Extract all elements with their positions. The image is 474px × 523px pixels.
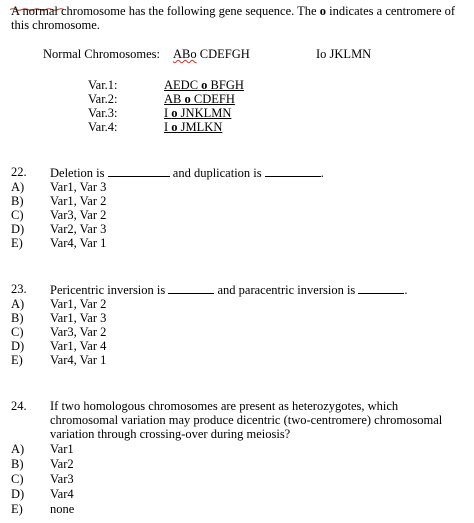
option-text[interactable]: Var1, Var 2	[50, 297, 107, 311]
variant-seq-post: BFGH	[207, 78, 244, 92]
option-text[interactable]: Var2, Var 3	[50, 222, 107, 236]
variant-sequence	[164, 78, 244, 92]
option-text[interactable]: none	[50, 502, 75, 516]
variant-seq-post: CDEFH	[190, 92, 235, 106]
intro-suffix: indicates a centromere of	[325, 4, 456, 18]
option-text[interactable]: Var4	[50, 487, 74, 501]
variant-seq-pre: I	[164, 106, 172, 120]
variant-sequence	[164, 106, 231, 120]
option-text[interactable]: Var1, Var 3	[50, 180, 107, 194]
variant-centromere: o	[171, 106, 178, 120]
variant-centromere: o	[171, 120, 178, 134]
option-letter[interactable]: D)	[11, 487, 25, 501]
option-text[interactable]: Var3, Var 2	[50, 325, 107, 339]
variant-label: Var.3:	[88, 106, 118, 120]
normal-sequence-1	[173, 47, 250, 61]
centromere-symbol: o	[319, 4, 326, 18]
option-text[interactable]: Var2	[50, 457, 74, 471]
option-letter[interactable]: D)	[11, 339, 25, 353]
question-number: 22.	[11, 165, 27, 179]
stem-end: .	[320, 166, 324, 180]
variant-label: Var.2:	[88, 92, 118, 106]
variant-centromere: o	[201, 78, 208, 92]
question-stem-line: variation through crossing-over during meiosis?	[50, 427, 291, 441]
variant-label: Var.4:	[88, 120, 118, 134]
option-text[interactable]: Var3, Var 2	[50, 208, 107, 222]
option-letter[interactable]: C)	[11, 325, 24, 339]
intro-prefix: A normal chromosome has the following gene sequence. The	[11, 4, 320, 18]
option-letter[interactable]: D)	[11, 222, 25, 236]
option-text[interactable]: Var1, Var 2	[50, 194, 107, 208]
option-letter[interactable]: E)	[11, 502, 23, 516]
variant-label: Var.1:	[88, 78, 118, 92]
option-text[interactable]: Var4, Var 1	[50, 236, 107, 250]
answer-blank[interactable]	[265, 165, 321, 177]
question-stem-line: chromosomal variation may produce dicentric (two-centromere) chromosomal	[50, 413, 443, 427]
variant-seq-post: JNKLMN	[177, 106, 232, 120]
variant-seq-pre: AB	[164, 92, 185, 106]
stem-end: .	[404, 283, 408, 297]
variant-seq-pre: I	[164, 120, 172, 134]
question-number: 24.	[11, 399, 27, 413]
option-letter[interactable]: E)	[11, 353, 23, 367]
intro-line-1	[11, 4, 455, 18]
normal-sequence-2: Io JKLMN	[316, 47, 372, 61]
option-letter[interactable]: A)	[11, 297, 25, 311]
option-text[interactable]: Var1, Var 4	[50, 339, 107, 353]
variant-centromere: o	[184, 92, 191, 106]
option-letter[interactable]: B)	[11, 311, 24, 325]
top-edge-artifact	[10, 0, 70, 2]
variant-seq-post: JMLKN	[177, 120, 223, 134]
option-text[interactable]: Var4, Var 1	[50, 353, 107, 367]
normal-label: Normal Chromosomes:	[43, 47, 161, 61]
question-stem	[50, 282, 408, 297]
normal-seq1-rest: CDEFGH	[196, 47, 250, 61]
variant-sequence	[164, 92, 235, 106]
stem-part-a: Pericentric inversion is	[50, 283, 166, 297]
option-letter[interactable]: E)	[11, 236, 23, 250]
option-letter[interactable]: B)	[11, 457, 24, 471]
option-text[interactable]: Var1, Var 3	[50, 311, 107, 325]
answer-blank[interactable]	[358, 282, 404, 294]
stem-part-b: and paracentric inversion is	[217, 283, 356, 297]
option-text[interactable]: Var3	[50, 472, 74, 486]
option-text[interactable]: Var1	[50, 442, 74, 456]
stem-part-a: Deletion is	[50, 166, 105, 180]
option-letter[interactable]: B)	[11, 194, 24, 208]
question-stem	[50, 165, 324, 180]
intro-line-2: this chromosome.	[11, 18, 100, 32]
variant-seq-pre: AEDC	[164, 78, 202, 92]
answer-blank[interactable]	[108, 165, 170, 177]
answer-blank[interactable]	[168, 282, 214, 294]
question-stem-line: If two homologous chromosomes are present as heterozygotes, which	[50, 399, 399, 413]
option-letter[interactable]: C)	[11, 472, 24, 486]
question-number: 23.	[11, 282, 27, 296]
option-letter[interactable]: C)	[11, 208, 24, 222]
option-letter[interactable]: A)	[11, 442, 25, 456]
variant-sequence	[164, 120, 222, 134]
normal-seq1-wavy: ABo	[173, 47, 197, 61]
stem-part-b: and duplication is	[172, 166, 262, 180]
option-letter[interactable]: A)	[11, 180, 25, 194]
